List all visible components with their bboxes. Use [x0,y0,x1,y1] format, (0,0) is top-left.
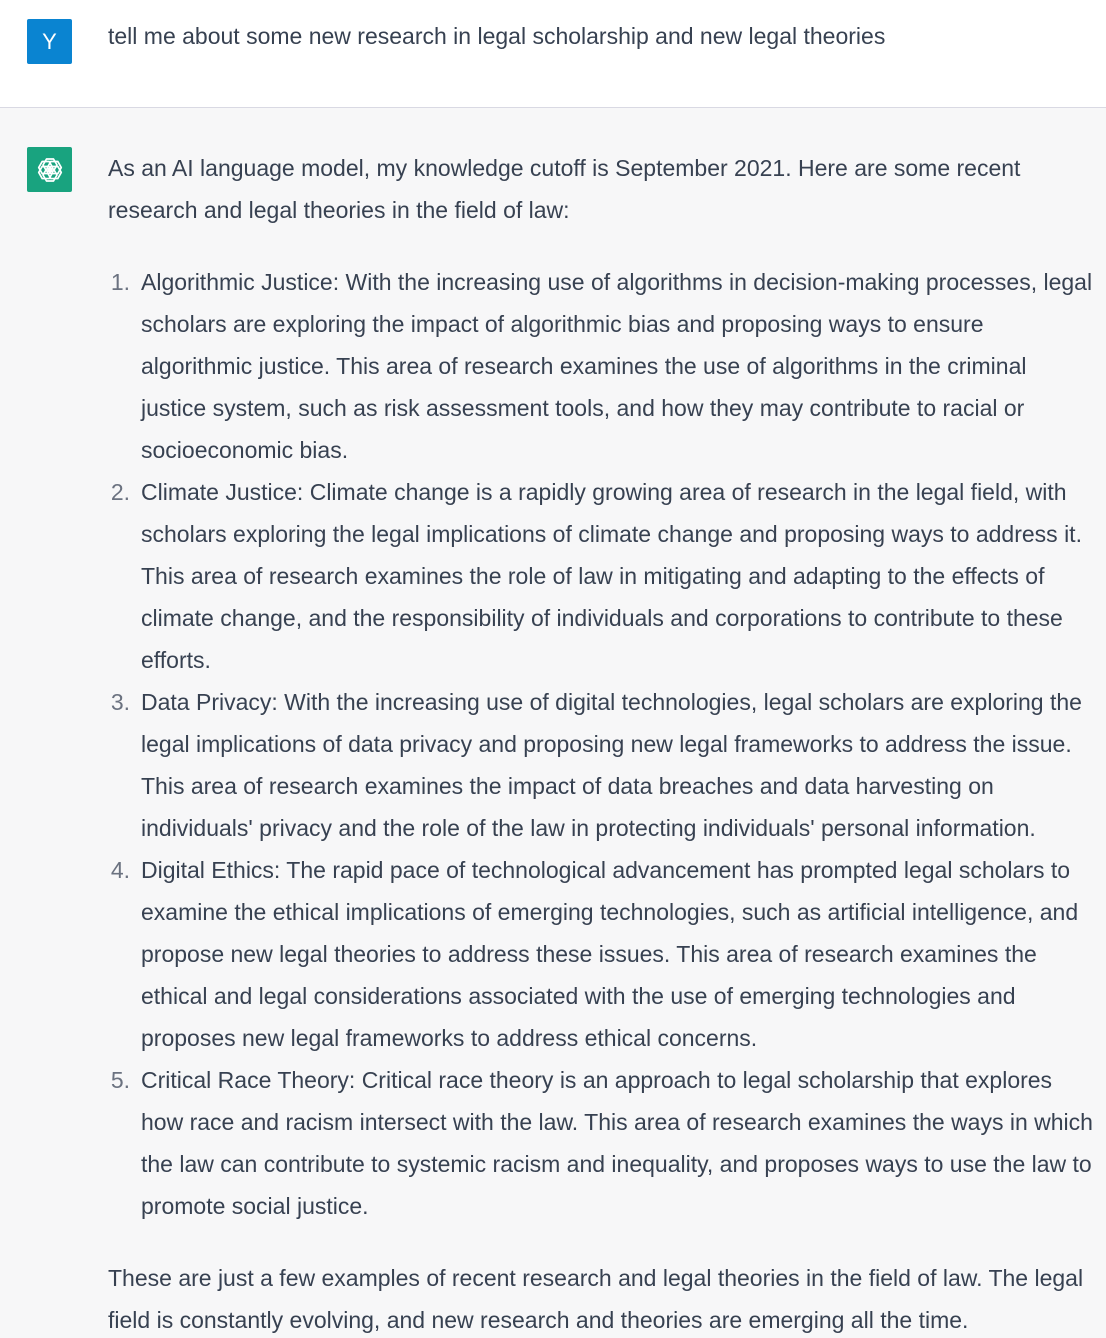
list-item-number: 5. [110,1067,130,1093]
list-item [108,1059,1098,1227]
assistant-message-row [0,108,1106,1338]
user-message-row [0,0,1106,108]
assistant-message-body [108,147,1098,1338]
list-item [108,681,1098,849]
list-item-text: Critical Race Theory: Critical race theory is an approach to legal scholarship that explores how race and racism intersect with the law. This area of research examines the ways in which the law can contribute to systemic racism and inequality, and proposes ways to use the law to promote social justice. [141,1067,1093,1219]
list-item-number: 4. [110,857,130,883]
openai-logo-icon [27,147,72,192]
user-message-text: tell me about some new research in legal scholarship and new legal theories [108,23,886,49]
list-item-text: Climate Justice: Climate change is a rapidly growing area of research in the legal field, with scholars exploring the legal implications of climate change and proposing ways to address it. This area of research examines the role of law in mitigating and adapting to the effects of climate change, and the responsibility of individuals and corporations to contribute to these efforts. [141,479,1082,673]
list-item [108,849,1098,1059]
assistant-intro-text: As an AI language model, my knowledge cutoff is September 2021. Here are some recent research and legal theories in the field of law: [108,155,1021,223]
list-item-text: Data Privacy: With the increasing use of digital technologies, legal scholars are exploring the legal implications of data privacy and proposing new legal frameworks to address the issue. This area of research examines the impact of data breaches and data harvesting on individuals' privacy and the role of the law in protecting individuals' personal information. [141,689,1082,841]
list-item [108,261,1098,471]
list-item-number: 3. [110,689,130,715]
list-item-text: Algorithmic Justice: With the increasing use of algorithms in decision-making processes, legal scholars are exploring the impact of algorithmic bias and proposing ways to ensure algorithmic justice. This area of research examines the use of algorithms in the criminal justice system, such as risk assessment tools, and how they may contribute to racial or socioeconomic bias. [141,269,1093,463]
list-item-number: 1. [110,269,130,295]
research-list [108,261,1098,1227]
list-item [108,471,1098,681]
list-item-text: Digital Ethics: The rapid pace of technological advancement has prompted legal scholars to examine the ethical implications of emerging technologies, such as artificial intelligence, and propose new legal theories to address these issues. This area of research examines the ethical and legal considerations associated with the use of emerging technologies and proposes new legal frameworks to address ethical concerns. [141,857,1079,1051]
list-item-number: 2. [110,479,130,505]
user-avatar: Y [27,19,72,64]
assistant-outro-text: These are just a few examples of recent research and legal theories in the field of law. The legal field is constantly evolving, and new research and theories are emerging all the time. [108,1265,1084,1333]
